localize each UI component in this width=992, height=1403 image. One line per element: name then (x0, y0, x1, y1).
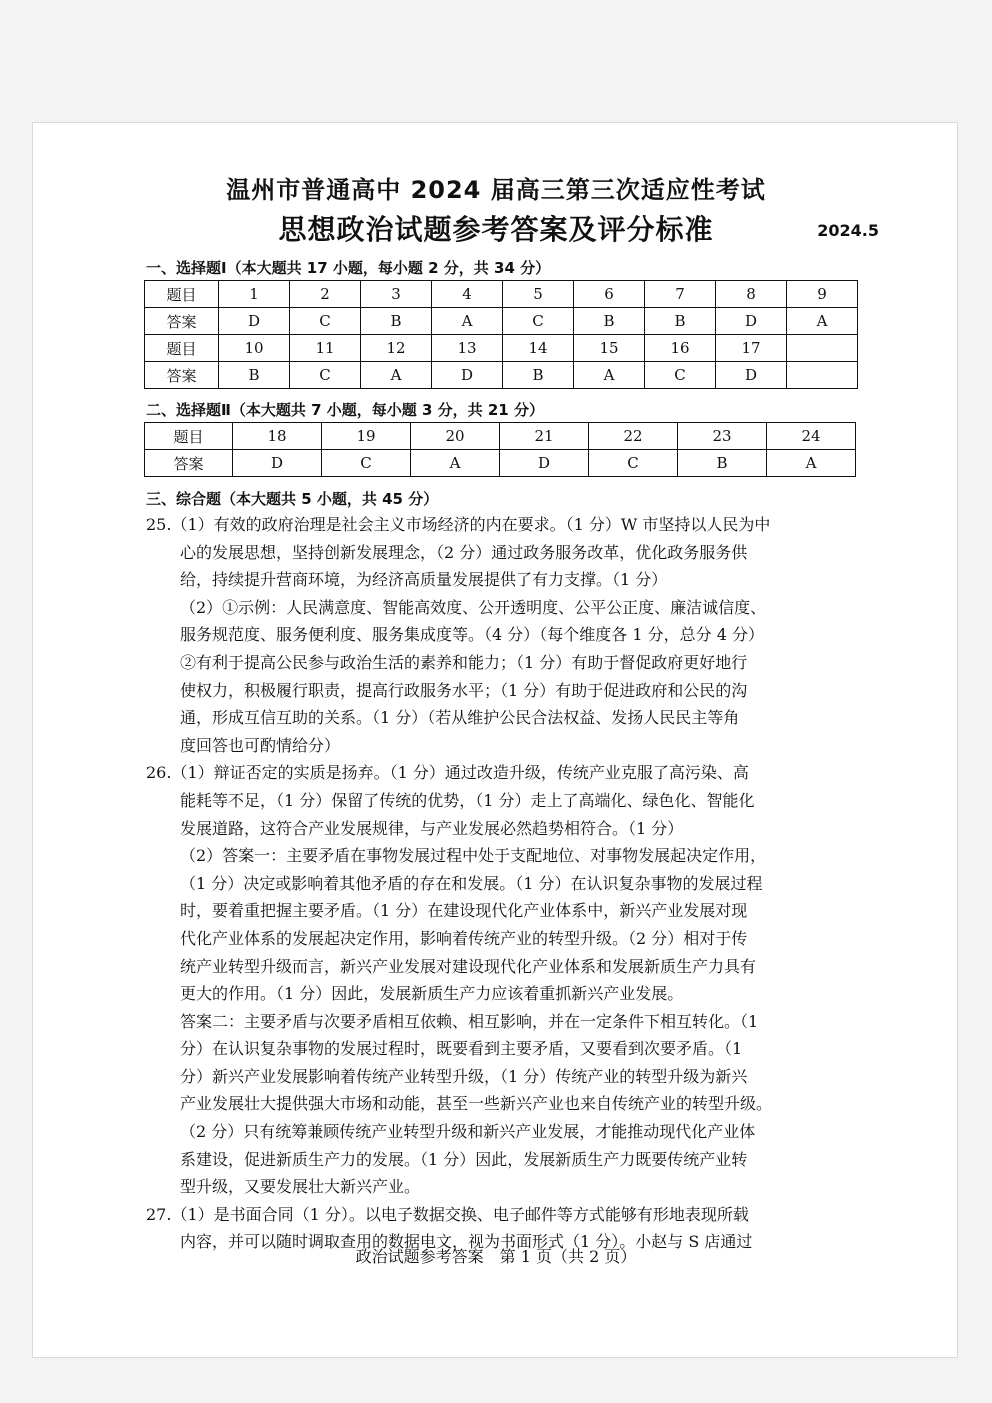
table-cell: 18 (233, 423, 322, 450)
table-cell: 19 (322, 423, 411, 450)
table-row (145, 362, 858, 389)
answer-line: 25.（1）有效的政府治理是社会主义市场经济的内在要求。（1 分）W 市坚持以人民为中 (146, 515, 771, 534)
row-header-cell: 题目 (145, 335, 219, 362)
answer-key-title: 思想政治试题参考答案及评分标准 (278, 213, 714, 246)
table-cell: 22 (589, 423, 678, 450)
table-cell: 9 (787, 281, 858, 308)
question-25-answer (146, 511, 852, 759)
row-header-cell: 题目 (145, 423, 233, 450)
answer-line: 使权力，积极履行职责，提高行政服务水平；（1 分）有助于促进政府和公民的沟 (180, 680, 748, 700)
section1-heading: 一、选择题Ⅰ（本大题共 17 小题，每小题 2 分，共 34 分） (146, 259, 551, 277)
table-cell: 7 (645, 281, 716, 308)
table-row (145, 281, 858, 308)
answer-line: 给，持续提升营商环境，为经济高质量发展提供了有力支撑。（1 分） (180, 570, 668, 590)
table-cell: 16 (645, 335, 716, 362)
answer-line: 时，要着重把握主要矛盾。（1 分）在建设现代化产业体系中，新兴产业发展对现 (180, 901, 748, 921)
table-cell: 6 (574, 281, 645, 308)
table-cell: 12 (361, 335, 432, 362)
table-cell: 13 (432, 335, 503, 362)
table-cell: D (500, 450, 589, 477)
answer-line: 心的发展思想，坚持创新发展理念，（2 分）通过政务服务改革，优化政务服务供 (180, 542, 748, 562)
section2-heading: 二、选择题Ⅱ（本大题共 7 小题，每小题 3 分，共 21 分） (146, 401, 544, 419)
table-cell: B (219, 362, 290, 389)
table-cell: 14 (503, 335, 574, 362)
table-cell (787, 335, 858, 362)
table-cell: A (574, 362, 645, 389)
answer-line: 产业发展壮大提供强大市场和动能，甚至一些新兴产业也来自传统产业的转型升级。 (180, 1094, 773, 1114)
table-cell: B (574, 308, 645, 335)
table-cell: 20 (411, 423, 500, 450)
table-cell: A (411, 450, 500, 477)
section2-answer-table (144, 422, 856, 477)
section1-answer-table (144, 280, 858, 389)
row-header-cell: 答案 (145, 362, 219, 389)
table-cell: 24 (767, 423, 856, 450)
table-cell: 4 (432, 281, 503, 308)
table-row (145, 450, 856, 477)
table-cell: 23 (678, 423, 767, 450)
answer-line: 能耗等不足，（1 分）保留了传统的优势，（1 分）走上了高端化、绿色化、智能化 (180, 790, 755, 810)
table-cell: C (589, 450, 678, 477)
table-cell: C (322, 450, 411, 477)
row-header-cell: 题目 (145, 281, 219, 308)
answer-line: 分）在认识复杂事物的发展过程时，既要看到主要矛盾，又要看到次要矛盾。（1 (180, 1039, 743, 1059)
table-cell: 15 (574, 335, 645, 362)
table-cell: 5 (503, 281, 574, 308)
answer-line: 统产业转型升级而言，新兴产业发展对建设现代化产业体系和发展新质生产力具有 (180, 956, 757, 976)
answer-line: 系建设，促进新质生产力的发展。（1 分）因此，发展新质生产力既要传统产业转 (180, 1149, 748, 1169)
table-cell: 8 (716, 281, 787, 308)
table-cell: B (503, 362, 574, 389)
row-header-cell: 答案 (145, 308, 219, 335)
page-footer: 政治试题参考答案 第 1 页（共 2 页） (355, 1247, 637, 1266)
table-cell: C (645, 362, 716, 389)
table-cell: A (787, 308, 858, 335)
answer-line: 型升级，又要发展壮大新兴产业。 (180, 1177, 421, 1197)
answer-line: 更大的作用。（1 分）因此，发展新质生产力应该着重抓新兴产业发展。 (180, 984, 684, 1004)
table-cell: D (432, 362, 503, 389)
table-cell: D (219, 308, 290, 335)
table-cell: D (716, 362, 787, 389)
table-cell: A (361, 362, 432, 389)
table-cell: B (678, 450, 767, 477)
table-cell: B (361, 308, 432, 335)
answer-line: 答案二：主要矛盾与次要矛盾相互依赖、相互影响，并在一定条件下相互转化。（1 (180, 1011, 759, 1031)
exam-title: 温州市普通高中 2024 届高三第三次适应性考试 (226, 176, 766, 204)
answer-line: 服务规范度、服务便利度、服务集成度等。（4 分）（每个维度各 1 分，总分 4 分） (180, 625, 764, 645)
answer-line: （2）①示例：人民满意度、智能高效度、公开透明度、公平公正度、廉洁诚信度、 (180, 597, 767, 617)
exam-date: 2024.5 (817, 221, 879, 240)
table-cell: C (290, 362, 361, 389)
table-cell: 11 (290, 335, 361, 362)
answer-line: （2）答案一：主要矛盾在事物发展过程中处于支配地位、对事物发展起决定作用， (180, 846, 767, 866)
table-cell: B (645, 308, 716, 335)
table-cell: C (503, 308, 574, 335)
table-row (145, 423, 856, 450)
table-cell: C (290, 308, 361, 335)
table-cell (787, 362, 858, 389)
table-cell: D (233, 450, 322, 477)
answer-line: （1 分）决定或影响着其他矛盾的存在和发展。（1 分）在认识复杂事物的发展过程 (180, 873, 763, 893)
answer-line: 发展道路，这符合产业发展规律，与产业发展必然趋势相符合。（1 分） (180, 818, 684, 838)
table-cell: A (767, 450, 856, 477)
answer-line: 度回答也可酌情给分） (180, 735, 341, 755)
table-cell: 21 (500, 423, 589, 450)
answer-line: （2 分）只有统筹兼顾传统产业转型升级和新兴产业发展，才能推动现代化产业体 (180, 1122, 756, 1142)
answer-line: 分）新兴产业发展影响着传统产业转型升级，（1 分）传统产业的转型升级为新兴 (180, 1066, 748, 1086)
row-header-cell: 答案 (145, 450, 233, 477)
answer-line: 26.（1）辩证否定的实质是扬弃。（1 分）通过改造升级，传统产业克服了高污染、高 (146, 763, 749, 783)
section3-answers (146, 511, 852, 1256)
answer-line: 27.（1）是书面合同（1 分）。以电子数据交换、电子邮件等方式能够有形地表现所载 (146, 1204, 749, 1224)
question-26-answer (146, 759, 852, 1201)
table-cell: 10 (219, 335, 290, 362)
section3-heading: 三、综合题（本大题共 5 小题，共 45 分） (146, 490, 439, 508)
table-row (145, 308, 858, 335)
table-cell: 3 (361, 281, 432, 308)
answer-line: 通，形成互信互助的关系。（1 分）（若从维护公民合法权益、发扬人民民主等角 (180, 708, 740, 728)
table-cell: D (716, 308, 787, 335)
answer-line: 代化产业体系的发展起决定作用，影响着传统产业的转型升级。（2 分）相对于传 (180, 928, 748, 948)
table-cell: 2 (290, 281, 361, 308)
answer-line: 内容，并可以随时调取查用的数据电文，视为书面形式（1 分）。小赵与 S 店通过 (180, 1232, 753, 1252)
answer-line: ②有利于提高公民参与政治生活的素养和能力；（1 分）有助于督促政府更好地行 (180, 652, 748, 672)
table-cell: A (432, 308, 503, 335)
table-cell: 1 (219, 281, 290, 308)
table-cell: 17 (716, 335, 787, 362)
table-row (145, 335, 858, 362)
